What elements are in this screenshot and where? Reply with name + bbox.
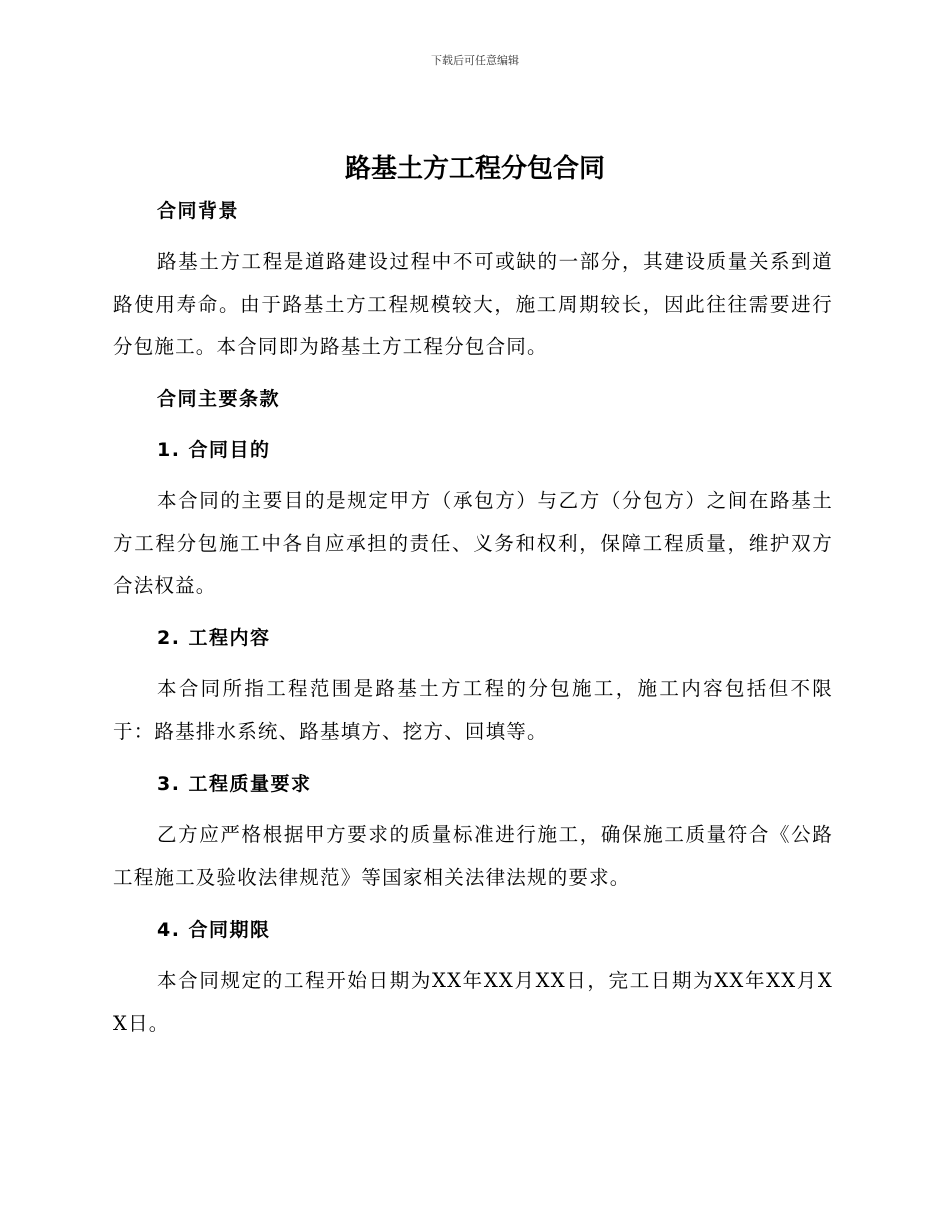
- section-heading-main-terms: 合同主要条款: [157, 388, 281, 410]
- section-heading-purpose: 1. 合同目的: [157, 439, 271, 461]
- section-heading-quality: 3. 工程质量要求: [157, 773, 312, 795]
- document-title: 路基土方工程分包合同: [344, 154, 605, 184]
- section-paragraph-purpose: 本合同的主要目的是规定甲方（承包方）与乙方（分包方）之间在路基土方工程分包施工中各自应承担的责任、义务和权利，保障工程质量，维护双方合法权益。: [113, 489, 833, 597]
- header-note: 下载后可任意编辑: [431, 54, 519, 67]
- section-paragraph-term: 本合同规定的工程开始日期为XX年XX月XX日，完工日期为XX年XX月XX日。: [113, 969, 833, 1035]
- section-heading-term: 4. 合同期限: [157, 919, 271, 941]
- section-paragraph-background: 路基土方工程是道路建设过程中不可或缺的一部分，其建设质量关系到道路使用寿命。由于路基土方工程规模较大，施工周期较长，因此往往需要进行分包施工。本合同即为路基土方工程分包合同。: [113, 250, 833, 358]
- section-heading-scope: 2. 工程内容: [157, 627, 271, 649]
- section-paragraph-scope: 本合同所指工程范围是路基土方工程的分包施工，施工内容包括但不限于：路基排水系统、路基填方、挖方、回填等。: [113, 677, 833, 743]
- section-paragraph-quality: 乙方应严格根据甲方要求的质量标准进行施工，确保施工质量符合《公路工程施工及验收法律规范》等国家相关法律法规的要求。: [113, 823, 833, 889]
- section-heading-background: 合同背景: [157, 200, 240, 222]
